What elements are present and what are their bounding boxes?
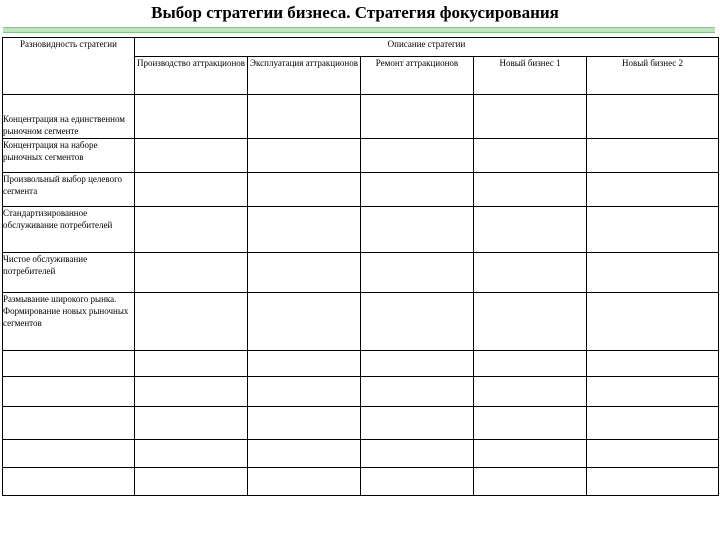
table-cell[interactable]: [587, 253, 719, 293]
table-cell[interactable]: [361, 468, 474, 496]
table-cell[interactable]: [587, 207, 719, 253]
table-row: [3, 293, 719, 351]
row-label: Концентрация на наборе рыночных сегментов: [3, 139, 135, 173]
table-cell[interactable]: [474, 351, 587, 377]
table-cell[interactable]: [361, 293, 474, 351]
table-cell[interactable]: [248, 95, 361, 139]
table-row: [3, 440, 719, 468]
table-row: [3, 407, 719, 440]
table-cell[interactable]: [587, 440, 719, 468]
table-cell[interactable]: [587, 407, 719, 440]
column-header: Эксплуатация аттракционов: [248, 57, 361, 95]
table-row: [3, 207, 719, 253]
table-cell[interactable]: [248, 468, 361, 496]
table-cell[interactable]: [474, 139, 587, 173]
strategy-type-header: Разновидность стратегии: [3, 38, 135, 95]
table-header-row: [3, 38, 719, 57]
table-cell[interactable]: [474, 207, 587, 253]
table-cell[interactable]: [248, 440, 361, 468]
table-cell[interactable]: [248, 173, 361, 207]
table-cell[interactable]: [474, 293, 587, 351]
table-cell[interactable]: [135, 293, 248, 351]
table-row: [3, 173, 719, 207]
column-header: Новый бизнес 2: [587, 57, 719, 95]
strategy-table: [2, 37, 719, 496]
table-cell[interactable]: [587, 377, 719, 407]
row-label: [3, 468, 135, 496]
table-cell[interactable]: [361, 377, 474, 407]
table-cell[interactable]: [361, 351, 474, 377]
table-row: [3, 351, 719, 377]
table-cell[interactable]: [361, 95, 474, 139]
row-label: [3, 440, 135, 468]
row-label: [3, 377, 135, 407]
table-cell[interactable]: [361, 207, 474, 253]
table-cell[interactable]: [135, 95, 248, 139]
table-cell[interactable]: [474, 440, 587, 468]
row-label: Размывание широкого рынка. Формирование новых рыночных сегментов: [3, 293, 135, 351]
table-cell[interactable]: [474, 95, 587, 139]
table-cell[interactable]: [361, 407, 474, 440]
table-cell[interactable]: [135, 139, 248, 173]
table-cell[interactable]: [135, 253, 248, 293]
table-row: [3, 468, 719, 496]
strategy-description-header: Описание стратегии: [135, 38, 719, 57]
table-cell[interactable]: [248, 253, 361, 293]
table-cell[interactable]: [587, 139, 719, 173]
table-row: [3, 253, 719, 293]
title-divider: [3, 27, 715, 33]
table-cell[interactable]: [474, 253, 587, 293]
table-cell[interactable]: [587, 468, 719, 496]
table-cell[interactable]: [135, 468, 248, 496]
column-header: Новый бизнес 1: [474, 57, 587, 95]
table-cell[interactable]: [135, 207, 248, 253]
table-row: [3, 139, 719, 173]
table-cell[interactable]: [135, 351, 248, 377]
table-cell[interactable]: [248, 351, 361, 377]
table-cell[interactable]: [361, 139, 474, 173]
row-label: Концентрация на единственном рыночном сегменте: [3, 95, 135, 139]
table-cell[interactable]: [587, 95, 719, 139]
table-cell[interactable]: [248, 293, 361, 351]
page-title: Выбор стратегии бизнеса. Стратегия фокусирования: [151, 3, 559, 22]
table-cell[interactable]: [361, 253, 474, 293]
table-cell[interactable]: [474, 173, 587, 207]
table-row: [3, 95, 719, 139]
table-cell[interactable]: [587, 293, 719, 351]
table-cell[interactable]: [135, 407, 248, 440]
table-cell[interactable]: [361, 440, 474, 468]
table-cell[interactable]: [135, 440, 248, 468]
table-cell[interactable]: [361, 173, 474, 207]
table-cell[interactable]: [474, 468, 587, 496]
table-cell[interactable]: [135, 173, 248, 207]
table-cell[interactable]: [587, 173, 719, 207]
column-header: Производство аттракционов: [135, 57, 248, 95]
table-cell[interactable]: [474, 377, 587, 407]
table-cell[interactable]: [248, 407, 361, 440]
table-row: [3, 377, 719, 407]
table-cell[interactable]: [474, 407, 587, 440]
table-cell[interactable]: [248, 377, 361, 407]
row-label: Произвольный выбор целевого сегмента: [3, 173, 135, 207]
table-cell[interactable]: [587, 351, 719, 377]
column-header: Ремонт аттракционов: [361, 57, 474, 95]
row-label: Чистое обслуживание потребителей: [3, 253, 135, 293]
row-label: [3, 407, 135, 440]
row-label: [3, 351, 135, 377]
table-cell[interactable]: [248, 139, 361, 173]
table-cell[interactable]: [135, 377, 248, 407]
row-label: Стандартизированное обслуживание потребителей: [3, 207, 135, 253]
table-cell[interactable]: [248, 207, 361, 253]
